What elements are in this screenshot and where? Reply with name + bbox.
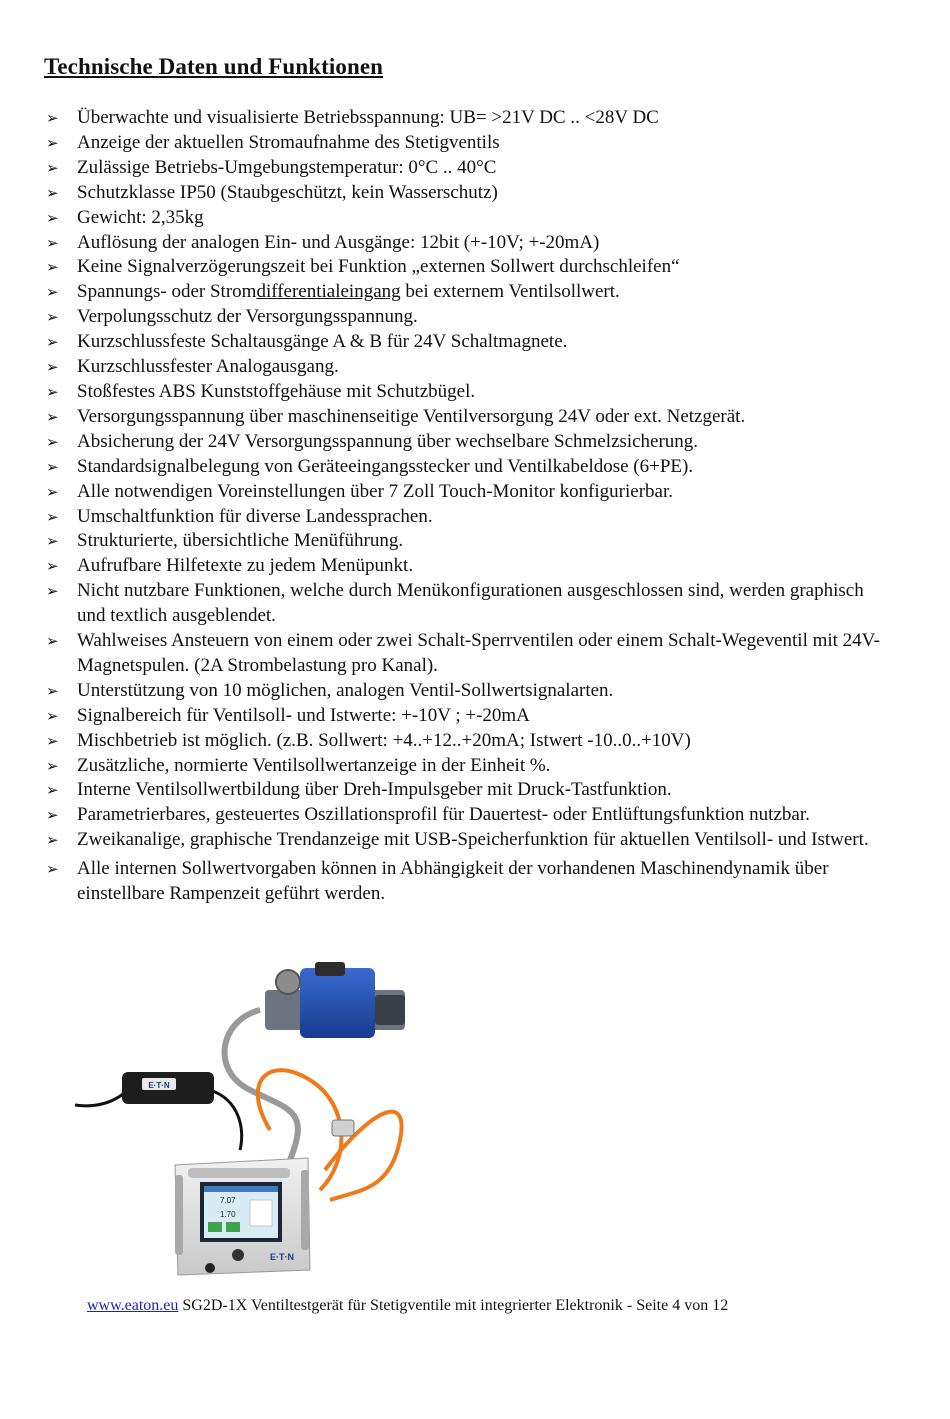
braided-cable (225, 1010, 298, 1160)
list-item: ➢ Stoßfestes ABS Kunststoffgehäuse mit Schutzbügel. (44, 380, 894, 405)
product-photo (70, 960, 450, 1290)
list-item: ➢ Spannungs- oder Stromdifferentialeingang bei externem Ventilsollwert. (44, 280, 894, 305)
list-item: ➢ Kurzschlussfeste Schaltausgänge A & B für 24V Schaltmagnete. (44, 330, 894, 355)
arrow-bullet-icon: ➢ (46, 582, 59, 601)
list-item: ➢ Mischbetrieb ist möglich. (z.B. Sollwert: +4..+12..+20mA; Istwert -10..0..+10V) (44, 729, 894, 754)
arrow-bullet-icon: ➢ (46, 358, 59, 377)
arrow-bullet-icon: ➢ (46, 632, 59, 651)
footer-text: SG2D-1X Ventiltestgerät für Stetigventile mit integrierter Elektronik - Seite 4 von 12 (182, 1297, 729, 1314)
list-item: ➢ Unterstützung von 10 möglichen, analogen Ventil-Sollwertsignalarten. (44, 679, 894, 704)
svg-text:E·T·N: E·T·N (270, 1252, 294, 1262)
arrow-bullet-icon: ➢ (46, 233, 59, 252)
list-item: ➢ Interne Ventilsollwertbildung über Dreh-Impulsgeber mit Druck-Tastfunktion. (44, 778, 894, 803)
list-item: ➢ Zweikanalige, graphische Trendanzeige mit USB-Speicherfunktion für aktuellen Ventilsoll- und Istwert. (44, 828, 894, 853)
list-item: ➢ Aufrufbare Hilfetexte zu jedem Menüpunkt. (44, 554, 894, 579)
list-item: ➢ Zusätzliche, normierte Ventilsollwertanzeige in der Einheit %. (44, 754, 894, 779)
arrow-bullet-icon: ➢ (46, 706, 59, 725)
arrow-bullet-icon: ➢ (46, 183, 59, 202)
arrow-bullet-icon: ➢ (46, 781, 59, 800)
power-supply (122, 1072, 214, 1104)
arrow-bullet-icon: ➢ (46, 158, 59, 177)
list-item: ➢ Absicherung der 24V Versorgungsspannung über wechselbare Schmelzsicherung. (44, 430, 894, 455)
arrow-bullet-icon: ➢ (46, 133, 59, 152)
arrow-bullet-icon: ➢ (46, 831, 59, 850)
list-item: ➢ Gewicht: 2,35kg (44, 206, 894, 231)
page-title: Technische Daten und Funktionen (44, 54, 384, 79)
arrow-bullet-icon: ➢ (46, 681, 59, 700)
svg-text:7.07: 7.07 (220, 1196, 236, 1205)
list-item: ➢ Standardsignalbelegung von Geräteeingangsstecker und Ventilkabeldose (6+PE). (44, 455, 894, 480)
arrow-bullet-icon: ➢ (46, 756, 59, 775)
black-cable (75, 1085, 130, 1106)
arrow-bullet-icon: ➢ (46, 258, 59, 277)
arrow-bullet-icon: ➢ (46, 208, 59, 227)
list-item: ➢ Auflösung der analogen Ein- und Ausgänge: 12bit (+-10V; +-20mA) (44, 231, 894, 256)
arrow-bullet-icon: ➢ (46, 532, 59, 551)
list-item: ➢ Keine Signalverzögerungszeit bei Funktion „externen Sollwert durchschleifen“ (44, 255, 894, 280)
arrow-bullet-icon: ➢ (46, 333, 59, 352)
list-item: ➢ Zulässige Betriebs-Umgebungstemperatur: 0°C .. 40°C (44, 156, 894, 181)
arrow-bullet-icon: ➢ (46, 860, 59, 879)
list-item: ➢ Anzeige der aktuellen Stromaufnahme des Stetigventils (44, 131, 894, 156)
hydraulic-valve (265, 962, 405, 1038)
list-item: ➢ Umschaltfunktion für diverse Landessprachen. (44, 505, 894, 530)
list-item: ➢ Kurzschlussfester Analogausgang. (44, 355, 894, 380)
svg-text:E·T·N: E·T·N (148, 1081, 170, 1090)
footer-website-link[interactable]: www.eaton.eu (87, 1297, 179, 1314)
list-item: ➢ Überwachte und visualisierte Betriebsspannung: UB= >21V DC .. <28V DC (44, 106, 894, 131)
arrow-bullet-icon: ➢ (46, 457, 59, 476)
black-cable (210, 1090, 242, 1150)
list-item: ➢ Signalbereich für Ventilsoll- und Istwerte: +-10V ; +-20mA (44, 704, 894, 729)
arrow-bullet-icon: ➢ (46, 308, 59, 327)
list-item: ➢ Nicht nutzbare Funktionen, welche durch Menükonfigurationen ausgeschlossen sind, werden graphisch und textlich ausgeblendet. (46, 580, 864, 627)
list-item: ➢ Schutzklasse IP50 (Staubgeschützt, kein Wasserschutz) (44, 181, 894, 206)
feature-list (44, 106, 894, 907)
list-item: ➢ Verpolungsschutz der Versorgungsspannung. (44, 305, 894, 330)
arrow-bullet-icon: ➢ (46, 283, 59, 302)
arrow-bullet-icon: ➢ (46, 432, 59, 451)
arrow-bullet-icon: ➢ (46, 806, 59, 825)
arrow-bullet-icon: ➢ (46, 382, 59, 401)
list-item: ➢ Strukturierte, übersichtliche Menüführung. (44, 529, 894, 554)
arrow-bullet-icon: ➢ (46, 109, 59, 127)
arrow-bullet-icon: ➢ (46, 407, 59, 426)
svg-text:1.70: 1.70 (220, 1210, 236, 1219)
list-item: ➢ Wahlweises Ansteuern von einem oder zwei Schalt-Sperrventilen oder einem Schalt-Wegeventil mit 24V-Magnetspulen. (2A Strombelastung pro Kanal). (46, 630, 880, 676)
arrow-bullet-icon: ➢ (46, 507, 59, 526)
list-item: ➢ Alle internen Sollwertvorgaben können in Abhängigkeit der vorhandenen Maschinendynamik über einstellbare Rampenzeit geführt werden. (46, 858, 829, 905)
list-item: ➢ Parametrierbares, gesteuertes Oszillationsprofil für Dauertest- oder Entlüftungsfunktion nutzbar. (44, 803, 894, 828)
arrow-bullet-icon: ➢ (46, 731, 59, 750)
arrow-bullet-icon: ➢ (46, 482, 59, 501)
arrow-bullet-icon: ➢ (46, 557, 59, 576)
list-item: ➢ Alle notwendigen Voreinstellungen über 7 Zoll Touch-Monitor konfigurierbar. (44, 480, 894, 505)
test-device (175, 1158, 310, 1275)
list-item: ➢ Versorgungsspannung über maschinenseitige Ventilversorgung 24V oder ext. Netzgerät. (44, 405, 894, 430)
page-footer (87, 1297, 728, 1315)
